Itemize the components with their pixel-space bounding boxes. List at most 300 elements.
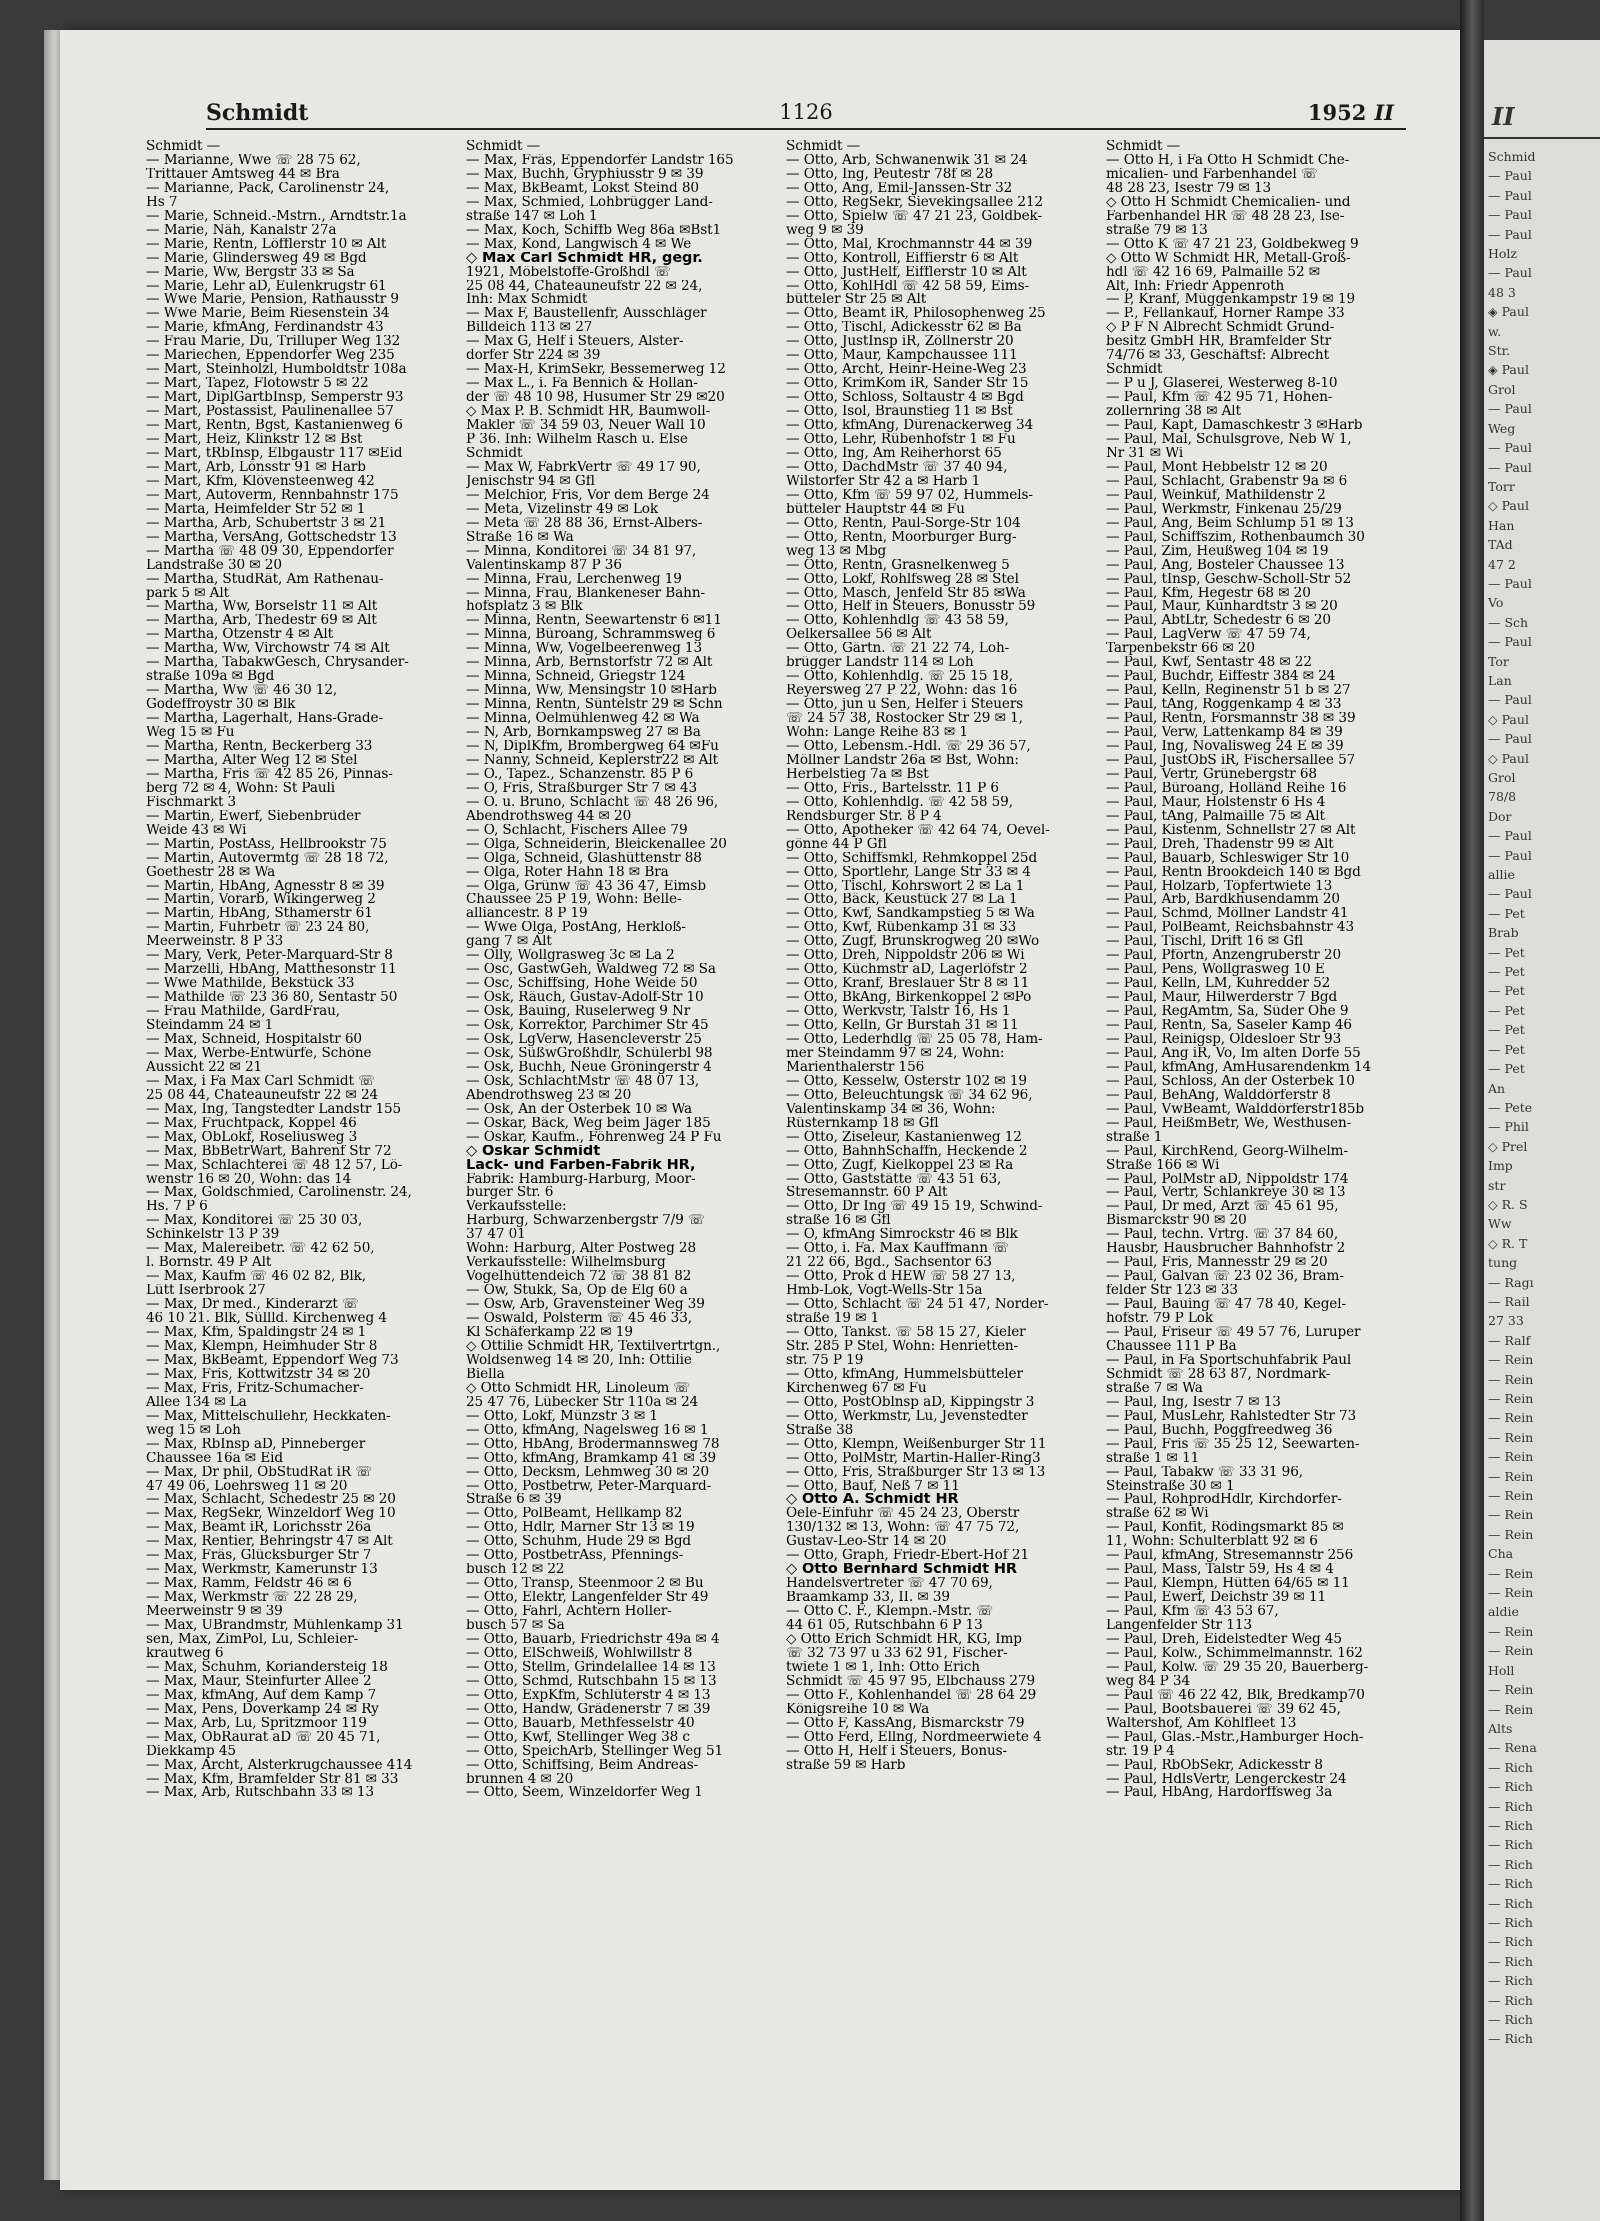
- directory-entry-line: — Otto, Beamt iR, Philosophenweg 25: [786, 307, 1046, 322]
- directory-entry-line: — Osk, Bauing, Ruselerweg 9 Nr: [466, 1005, 691, 1020]
- directory-entry-line: — Otto H, Helf i Steuers, Bonus-: [786, 1744, 1008, 1759]
- directory-entry-line: 47 49 06, Loehrsweg 11 ✉ 20: [146, 1479, 348, 1494]
- directory-entry-line: — Mary, Verk, Peter-Marquard-Str 8: [146, 949, 393, 964]
- adjacent-entry-line: TAd: [1488, 537, 1513, 553]
- directory-entry-line: Schmidt —: [466, 140, 541, 154]
- directory-entry-line: — Max, Pens, Doverkamp 24 ✉ Ry: [146, 1702, 379, 1717]
- directory-entry-line: — Ow, Stukk, Sa, Op de Elg 60 a: [466, 1284, 688, 1299]
- adjacent-entry-line: — Rein: [1488, 1410, 1534, 1426]
- directory-entry-line: — Paul, Weinküf, Mathildenstr 2: [1106, 488, 1326, 503]
- directory-entry-line: Wohn: Harburg, Alter Postweg 28: [466, 1242, 697, 1257]
- adjacent-entry-line: — Rich: [1488, 1914, 1533, 1930]
- directory-entry-line: — Mart, tRbInsp, Elbgaustr 117 ✉Eid: [146, 446, 403, 461]
- business-entry-heading: ◇ Oskar Schmidt: [466, 1144, 601, 1159]
- directory-entry-line: — Osc, Schiffsing, Hohe Weide 50: [466, 977, 698, 992]
- directory-entry-line: — Paul, LagVerw ☏ 47 59 74,: [1106, 628, 1311, 643]
- business-entry-heading: ◇ Otto Bernhard Schmidt HR: [786, 1563, 1017, 1578]
- directory-entry-line: bütteler Hauptstr 44 ✉ Fu: [786, 502, 965, 517]
- directory-entry-line: Alt, Inh: Friedr Appenroth: [1106, 279, 1285, 294]
- directory-entry-line: 25 08 44, Chateauneufstr 22 ✉ 24: [146, 1088, 379, 1103]
- directory-entry-line: — Max L., i. Fa Bennich & Hollan-: [466, 377, 698, 392]
- directory-entry-line: — Paul, Zim, Heußweg 104 ✉ 19: [1106, 544, 1329, 559]
- adjacent-entry-line: — Ralf: [1488, 1332, 1531, 1348]
- directory-entry-line: Fabrik: Hamburg-Harburg, Moor-: [466, 1172, 696, 1187]
- directory-column-1: [146, 140, 452, 1800]
- adjacent-entry-line: — Rich: [1488, 2012, 1533, 2027]
- directory-entry-line: — Paul, RbObSekr, Adickesstr 8: [1106, 1758, 1323, 1773]
- directory-entry-line: Hausbr, Hausbrucher Bahnhofstr 2: [1106, 1242, 1346, 1257]
- directory-entry-line: Schmidt: [466, 446, 523, 461]
- directory-entry-line: — Paul, Werkmstr, Finkenau 25/29: [1106, 502, 1342, 517]
- page-header: [206, 94, 1406, 130]
- directory-entry-line: 25 47 76, Lübecker Str 110a ✉ 24: [466, 1395, 699, 1410]
- directory-entry-line: — Otto, Dreh, Nippoldstr 206 ✉ Wi: [786, 949, 1025, 964]
- directory-entry-line: straße 16 ✉ Gfl: [786, 1214, 891, 1229]
- directory-entry-line: — Otto, Apotheker ☏ 42 64 74, Oevel-: [786, 823, 1050, 838]
- directory-entry-line: — Max, Werbe-Entwürfe, Schöne: [146, 1046, 372, 1061]
- directory-entry-line: — Martha, VersAng, Gottschedstr 13: [146, 530, 397, 545]
- directory-entry-line: besitz GmbH HR, Bramfelder Str: [1106, 335, 1332, 350]
- page-number: 1126: [779, 100, 833, 124]
- directory-entry-line: 11, Wohn: Schulterblatt 92 ✉ 6: [1106, 1535, 1318, 1550]
- directory-entry-line: straße 1 ✉ 11: [1106, 1451, 1200, 1466]
- directory-entry-line: — Otto, Mal, Krochmannstr 44 ✉ 39: [786, 237, 1033, 252]
- directory-entry-line: — Paul, Ewerf, Deichstr 39 ✉ 11: [1106, 1591, 1327, 1606]
- directory-entry-line: Inh: Max Schmidt: [466, 293, 588, 308]
- directory-entry-line: — Paul, Fris ☏ 35 25 12, Seewarten-: [1106, 1437, 1360, 1452]
- directory-entry-line: — Max, Kond, Langwisch 4 ✉ We: [466, 237, 692, 252]
- directory-entry-line: straße 79 ✉ 13: [1106, 223, 1208, 238]
- directory-entry-line: — Otto, Kohlenhdlg. ☏ 25 15 18,: [786, 670, 1013, 685]
- directory-entry-line: — Paul, Tabakw ☏ 33 31 96,: [1106, 1465, 1303, 1480]
- directory-entry-line: — Frau Mathilde, GardFrau,: [146, 1005, 341, 1020]
- directory-entry-line: Schmidt —: [146, 140, 221, 154]
- directory-entry-line: brunnen 4 ✉ 20: [466, 1772, 574, 1787]
- directory-entry-line: Oele-Einfuhr ☏ 45 24 23, Oberstr: [786, 1507, 1020, 1522]
- directory-entry-line: Langenfelder Str 113: [1106, 1619, 1252, 1633]
- directory-entry-line: — Otto, Schlacht ☏ 24 51 47, Norder-: [786, 1298, 1049, 1313]
- directory-entry-line: — Paul, HdlsVertr, Lengerckestr 24: [1106, 1772, 1347, 1787]
- directory-entry-line: — Otto, JustHelf, Eifflerstr 10 ✉ Alt: [786, 265, 1027, 280]
- directory-entry-line: — Otto, Lokf, Rohlfsweg 28 ✉ Stel: [786, 572, 1019, 587]
- directory-entry-line: — O., Tapez., Schanzenstr. 85 P 6: [466, 767, 694, 782]
- directory-entry-line: — Olga, Roter Hahn 18 ✉ Bra: [466, 865, 669, 880]
- directory-entry-line: — Mart, Autoverm, Rennbahnstr 175: [146, 488, 399, 503]
- directory-entry-line: — Otto, kfmAng, Nagelsweg 16 ✉ 1: [466, 1423, 709, 1438]
- adjacent-entry-line: — Paul: [1488, 265, 1532, 281]
- directory-entry-line: weg 13 ✉ Mbg: [786, 544, 887, 559]
- directory-entry-line: — Otto, Küchmstr aD, Lagerlöfstr 2: [786, 963, 1028, 978]
- directory-entry-line: — Paul, Dr med, Arzt ☏ 45 61 95,: [1106, 1200, 1339, 1215]
- directory-entry-line: — Max, Arb, Rutschbahn 33 ✉ 13: [146, 1786, 374, 1801]
- directory-entry-line: alliancestr. 8 P 19: [466, 907, 588, 922]
- directory-entry-line: — Marzelli, HbAng, Matthesonstr 11: [146, 963, 397, 978]
- book-gutter: [1460, 0, 1484, 2221]
- directory-entry-line: Lütt Iserbrook 27: [146, 1284, 266, 1299]
- directory-entry-line: — Otto, ElSchweiß, Wohlwillstr 8: [466, 1646, 693, 1661]
- directory-entry-line: — Otto, Kohlenhdlg ☏ 43 58 59,: [786, 614, 1009, 629]
- directory-entry-line: — Paul, Dreh, Thadenstr 99 ✉ Alt: [1106, 837, 1334, 852]
- directory-entry-line: — Max, Arb, Lu, Spritzmoor 119: [146, 1716, 367, 1731]
- adjacent-entry-line: — Rein: [1488, 1623, 1534, 1639]
- directory-entry-line: — Otto, Kwf, Sandkampstieg 5 ✉ Wa: [786, 907, 1035, 922]
- directory-entry-line: Möllner Landstr 26a ✉ Bst, Wohn:: [786, 753, 1019, 768]
- directory-entry-line: Landstraße 30 ✉ 20: [146, 558, 282, 573]
- directory-entry-line: — Olga, Grünw ☏ 43 36 47, Eimsb: [466, 879, 706, 894]
- directory-entry-line: — Paul, Rentn, Sa, Saseler Kamp 46: [1106, 1019, 1352, 1033]
- directory-entry-line: busch 12 ✉ 22: [466, 1563, 565, 1578]
- directory-entry-line: — Paul, HbAng, Hardorffsweg 3a: [1106, 1786, 1333, 1801]
- directory-entry-line: — Otto, Spielw ☏ 47 21 23, Goldbek-: [786, 209, 1042, 224]
- adjacent-entry-line: — Paul: [1488, 226, 1532, 242]
- adjacent-entry-line: — Pet: [1488, 983, 1525, 999]
- directory-entry-line: Herbelstieg 7a ✉ Bst: [786, 767, 929, 782]
- directory-entry-line: 130/132 ✉ 13, Wohn: ☏ 47 75 72,: [786, 1521, 1020, 1536]
- directory-entry-line: bütteler Str 25 ✉ Alt: [786, 293, 927, 308]
- directory-entry-line: — Otto, BkAng, Birkenkoppel 2 ✉Po: [786, 991, 1032, 1006]
- directory-entry-line: — Wwe Marie, Pension, Rathausstr 9: [146, 293, 399, 308]
- directory-entry-line: — Paul, Schiffszim, Rothenbaumch 30: [1106, 530, 1365, 545]
- directory-entry-line: Biella: [466, 1367, 505, 1382]
- adjacent-entry-line: — Rein: [1488, 1468, 1534, 1484]
- directory-entry-line: — Paul, Verw, Lattenkamp 84 ✉ 39: [1106, 726, 1343, 740]
- directory-entry-line: straße 59 ✉ Harb: [786, 1758, 906, 1773]
- adjacent-entry-line: ◇ R. S: [1488, 1196, 1528, 1212]
- directory-entry-line: P 36. Inh: Wilhelm Rasch u. Else: [466, 433, 688, 447]
- directory-entry-line: Waltershof, Am Köhlfleet 13: [1106, 1716, 1297, 1731]
- directory-entry-line: — Minna, Frau, Lerchenweg 19: [466, 572, 682, 587]
- directory-entry-line: — Otto, Lebensm.-Hdl. ☏ 29 36 57,: [786, 739, 1031, 754]
- directory-entry-line: — Otto, kfmAng, Hummelsbütteler: [786, 1367, 1023, 1382]
- directory-entry-line: Weg 15 ✉ Fu: [146, 726, 235, 740]
- adjacent-entry-line: — Paul: [1488, 187, 1532, 203]
- directory-entry-line: — O, Schlacht, Fischers Allee 79: [466, 823, 688, 838]
- directory-entry-line: Billdeich 113 ✉ 27: [466, 321, 593, 336]
- directory-entry-line: — Otto, Kesselw, Osterstr 102 ✉ 19: [786, 1074, 1027, 1089]
- directory-entry-line: — Max, Schuhm, Koriandersteig 18: [146, 1660, 388, 1675]
- directory-entry-line: — Max, BbBetrWart, Bahrenf Str 72: [146, 1144, 392, 1159]
- directory-entry-line: straße 1: [1106, 1130, 1163, 1145]
- directory-entry-line: Godeffroystr 30 ✉ Blk: [146, 698, 296, 713]
- directory-entry-line: gönne 44 P Gfl: [786, 837, 887, 852]
- directory-entry-line: — Otto, Tankst. ☏ 58 15 27, Kieler: [786, 1326, 1026, 1340]
- adjacent-entry-line: Holl: [1488, 1662, 1515, 1678]
- directory-entry-line: — Minna, Ww, Vogelbeerenweg 13: [466, 642, 703, 657]
- adjacent-entry-line: — Rein: [1488, 1488, 1534, 1504]
- directory-entry-line: — Osk, LgVerw, Hasencleverstr 25: [466, 1033, 702, 1047]
- directory-entry-line: — Osk, SüßwGroßhdlr, Schülerbl 98: [466, 1046, 713, 1061]
- directory-entry-line: — Paul, Buchh, Poggfreedweg 36: [1106, 1423, 1333, 1438]
- directory-entry-line: — Marianne, Pack, Carolinenstr 24,: [146, 181, 390, 196]
- directory-entry-line: Chaussee 16a ✉ Eid: [146, 1451, 283, 1466]
- directory-entry-line: sen, Max, ZimPol, Lu, Schleier-: [146, 1632, 359, 1647]
- adjacent-entry-line: — Rich: [1488, 1759, 1533, 1775]
- directory-entry-line: — Paul, Schlacht, Grabenstr 9a ✉ 6: [1106, 474, 1348, 489]
- directory-entry-line: — Paul, Friseur ☏ 49 57 76, Luruper: [1106, 1326, 1361, 1340]
- directory-entry-line: — Max, Malereibetr. ☏ 42 62 50,: [146, 1242, 375, 1257]
- directory-entry-line: — Paul, Maur, Holstenstr 6 Hs 4: [1106, 795, 1326, 810]
- adjacent-entry-line: — Paul: [1488, 207, 1532, 223]
- directory-entry-line: Allee 134 ✉ La: [146, 1395, 247, 1410]
- directory-entry-line: — Martin, HbAng, Agnesstr 8 ✉ 39: [146, 879, 385, 894]
- adjacent-entry-line: Imp: [1488, 1158, 1513, 1174]
- directory-entry-line: — Frau Marie, Du, Trilluper Weg 132: [146, 335, 401, 350]
- directory-entry-line: ◇ Otto H Schmidt Chemicalien- und: [1106, 195, 1351, 210]
- directory-entry-line: 21 22 66, Bgd., Sachsentor 63: [786, 1256, 992, 1271]
- directory-entry-line: Steinstraße 30 ✉ 1: [1106, 1479, 1235, 1494]
- directory-entry-line: — Max, Werkmstr, Kamerunstr 13: [146, 1563, 378, 1578]
- directory-entry-line: — Max, Klempn, Heimhuder Str 8: [146, 1339, 378, 1354]
- directory-entry-line: — Otto, Graph, Friedr-Ebert-Hof 21: [786, 1549, 1030, 1564]
- directory-entry-line: — Marie, Ww, Bergstr 33 ✉ Sa: [146, 265, 355, 280]
- directory-entry-line: Jenischstr 94 ✉ Gfl: [466, 474, 595, 489]
- directory-entry-line: — Otto C. F., Klempn.-Mstr. ☏: [786, 1605, 994, 1620]
- directory-entry-line: — Max, Ramm, Feldstr 46 ✉ 6: [146, 1577, 352, 1592]
- directory-entry-line: — Otto, kfmAng, Dürenackerweg 34: [786, 419, 1034, 434]
- directory-entry-line: 44 61 05, Rutschbahn 6 P 13: [786, 1619, 983, 1633]
- directory-entry-line: — Max, ObLokf, Roseliusweg 3: [146, 1130, 358, 1145]
- directory-entry-line: weg 15 ✉ Loh: [146, 1423, 241, 1438]
- directory-entry-line: — Mart, Heiz, Klinkstr 12 ✉ Bst: [146, 433, 363, 447]
- directory-entry-line: — Otto, Tischl, Adickesstr 62 ✉ Ba: [786, 321, 1022, 336]
- directory-entry-line: Schmidt: [1106, 363, 1163, 378]
- directory-entry-line: — Otto, Helf in Steuers, Bonusstr 59: [786, 600, 1036, 615]
- directory-entry-line: — Max, Archt, Alsterkrugchaussee 414: [146, 1758, 413, 1773]
- directory-entry-line: — Oswald, Polsterm ☏ 45 46 33,: [466, 1312, 692, 1327]
- directory-columns: [146, 140, 1416, 2140]
- directory-entry-line: — Max W, FabrkVertr ☏ 49 17 90,: [466, 460, 701, 475]
- directory-entry-line: — Max, Koch, Schiffb Weg 86a ✉Bst1: [466, 223, 722, 238]
- adjacent-entry-line: — Paul: [1488, 731, 1532, 747]
- directory-entry-line: — Otto, Tischl, Kohrswort 2 ✉ La 1: [786, 879, 1025, 894]
- adjacent-entry-line: — Rich: [1488, 1895, 1533, 1911]
- directory-entry-line: Bismarckstr 90 ✉ 20: [1106, 1214, 1247, 1229]
- directory-entry-line: — O, kfmAng Simrockstr 46 ✉ Blk: [786, 1228, 1018, 1243]
- directory-entry-line: — Otto, Sportlehr, Lange Str 33 ✉ 4: [786, 865, 1031, 880]
- directory-entry-line: ◇ Otto Schmidt HR, Linoleum ☏: [466, 1381, 691, 1396]
- directory-entry-line: — Max, UBrandmstr, Mühlenkamp 31: [146, 1619, 404, 1633]
- directory-entry-line: — Otto, Lokf, Münzstr 3 ✉ 1: [466, 1409, 658, 1424]
- directory-entry-line: — Max, Rentier, Behringstr 47 ✉ Alt: [146, 1535, 393, 1550]
- directory-entry-line: ◇ Ottilie Schmidt HR, Textilvertrtgn.,: [466, 1339, 721, 1354]
- directory-entry-line: — Otto, Gärtn. ☏ 21 22 74, Loh-: [786, 642, 1010, 657]
- directory-entry-line: — Max, Dr med., Kinderarzt ☏: [146, 1298, 359, 1313]
- adjacent-entry-line: — Paul: [1488, 401, 1532, 417]
- adjacent-entry-line: Lan: [1488, 672, 1512, 688]
- directory-entry-line: — Osk, Korrektor, Parchimer Str 45: [466, 1019, 709, 1033]
- directory-entry-line: — Otto, DachdMstr ☏ 37 40 94,: [786, 460, 1008, 475]
- directory-entry-line: — Martha, Ww ☏ 46 30 12,: [146, 684, 338, 699]
- directory-entry-line: — Otto, Masch, Jenfeld Str 85 ✉Wa: [786, 586, 1026, 601]
- directory-entry-line: — Otto, Kohlenhdlg. ☏ 42 58 59,: [786, 795, 1013, 810]
- directory-entry-line: — Mart, Kfm, Klövensteenweg 42: [146, 474, 375, 489]
- directory-entry-line: straße 19 ✉ 1: [786, 1312, 880, 1327]
- directory-entry-line: — Paul, Pens, Wollgrasweg 10 E: [1106, 963, 1325, 978]
- directory-entry-line: — Otto Ferd, Ellng, Nordmeerwiete 4: [786, 1730, 1042, 1745]
- directory-entry-line: — Olly, Wollgrasweg 3c ✉ La 2: [466, 949, 675, 964]
- directory-entry-line: — Otto, Schiffsmkl, Rehmkoppel 25d: [786, 851, 1038, 866]
- directory-entry-line: — Wwe Mathilde, Bekstück 33: [146, 977, 355, 992]
- adjacent-entry-line: ◇ Prel: [1488, 1138, 1528, 1154]
- directory-entry-line: — Paul, Konfit, Rödingsmarkt 85 ✉: [1106, 1521, 1344, 1536]
- directory-entry-line: micalien- und Farbenhandel ☏: [1106, 167, 1318, 182]
- directory-entry-line: — Mart, Rentn, Bgst, Kastanienweg 6: [146, 419, 403, 434]
- directory-entry-line: — Paul, RegAmtm, Sa, Süder Ohe 9: [1106, 1005, 1349, 1020]
- directory-entry-line: — Olga, Schneid, Glashüttenstr 88: [466, 851, 702, 866]
- directory-entry-line: Diekkamp 45: [146, 1744, 236, 1759]
- directory-entry-line: — Otto, Ing, Am Reiherhorst 65: [786, 446, 1002, 461]
- adjacent-entry-line: — Sch: [1488, 614, 1529, 630]
- directory-entry-line: Schmidt ☏ 28 63 87, Nordmark-: [1106, 1367, 1331, 1382]
- directory-entry-line: Kirchenweg 67 ✉ Fu: [786, 1381, 927, 1396]
- adjacent-entry-line: 48 3: [1488, 284, 1516, 300]
- directory-entry-line: burger Str. 6: [466, 1186, 554, 1201]
- adjacent-entry-line: Torr: [1488, 478, 1515, 494]
- directory-entry-line: — Otto, Kelln, Gr Burstah 31 ✉ 11: [786, 1019, 1019, 1033]
- directory-entry-line: — Otto, Schiffsing, Beim Andreas-: [466, 1758, 699, 1773]
- directory-entry-line: — Otto, Kontroll, Eiffierstr 6 ✉ Alt: [786, 251, 1019, 266]
- adjacent-entry-line: — Paul: [1488, 828, 1532, 844]
- directory-entry-line: — Marie, Rentn, Löfflerstr 10 ✉ Alt: [146, 237, 387, 252]
- directory-entry-line: — Marianne, Wwe ☏ 28 75 62,: [146, 153, 361, 168]
- directory-entry-line: — Paul, techn. Vrtrg. ☏ 37 84 60,: [1106, 1228, 1339, 1243]
- directory-entry-line: — Otto, Kwf, Stellinger Weg 38 c: [466, 1730, 690, 1745]
- directory-entry-line: — Otto, Bäck, Keustück 27 ✉ La 1: [786, 893, 1018, 908]
- directory-entry-line: — Martin, Fuhrbetr ☏ 23 24 80,: [146, 921, 370, 936]
- directory-entry-line: — Max, Konditorei ☏ 25 30 03,: [146, 1214, 363, 1229]
- directory-entry-line: Abendrothsweg 23 ✉ 20: [466, 1088, 632, 1103]
- directory-entry-line: Straße 6 ✉ 39: [466, 1493, 562, 1508]
- directory-entry-line: Makler ☏ 34 59 03, Neuer Wall 10: [466, 419, 706, 434]
- directory-entry-line: Wilstorfer Str 42 a ✉ Harb 1: [786, 474, 981, 489]
- directory-entry-line: der ☏ 48 10 98, Husumer Str 29 ✉20: [466, 391, 725, 406]
- directory-entry-line: — Otto, BahnhSchaffn, Heckende 2: [786, 1144, 1028, 1159]
- directory-entry-line: — N, DiplKfm, Brombergweg 64 ✉Fu: [466, 739, 719, 754]
- directory-entry-line: — Wwe Marie, Beim Riesenstein 34: [146, 307, 390, 322]
- directory-entry-line: — Otto, PostbetrAss, Pfennings-: [466, 1549, 684, 1564]
- directory-entry-line: Nr 31 ✉ Wi: [1106, 446, 1184, 461]
- directory-entry-line: Hs 7: [146, 195, 178, 210]
- directory-entry-line: krautweg 6: [146, 1646, 224, 1661]
- directory-entry-line: — Otto F, KassAng, Bismarckstr 79: [786, 1716, 1025, 1731]
- directory-entry-line: — Otto, Handw, Grädenerstr 7 ✉ 39: [466, 1702, 711, 1717]
- directory-column-4: [1106, 140, 1412, 1800]
- adjacent-entry-line: — Rich: [1488, 1992, 1533, 2008]
- directory-entry-line: — Otto, Werkvstr, Talstr 16, Hs 1: [786, 1005, 1011, 1020]
- directory-entry-line: — Otto, Fris., Bartelsstr. 11 P 6: [786, 781, 999, 796]
- adjacent-entry-line: — Rich: [1488, 2031, 1533, 2047]
- header-volume: II: [1374, 100, 1394, 125]
- directory-entry-line: ◇ Max P. B. Schmidt HR, Baumwoll-: [466, 405, 711, 420]
- directory-entry-line: Woldsenweg 14 ✉ 20, Inh: Ottilie: [466, 1353, 692, 1368]
- directory-entry-line: — Martha, Alter Weg 12 ✉ Stel: [146, 753, 358, 768]
- directory-entry-line: — Minna, Rentn, Süntelstr 29 ✉ Schn: [466, 698, 723, 713]
- directory-entry-line: — Otto, Gaststätte ☏ 43 51 63,: [786, 1172, 1002, 1187]
- adjacent-entry-line: — Pet: [1488, 964, 1525, 980]
- directory-entry-line: Straße 166 ✉ Wi: [1106, 1158, 1220, 1173]
- directory-entry-line: — Mart, Arb, Lönsstr 91 ✉ Harb: [146, 460, 366, 475]
- directory-entry-line: — Max F, Baustellenfr, Ausschläger: [466, 307, 707, 322]
- directory-entry-line: — Paul, Maur, Hilwerderstr 7 Bgd: [1106, 991, 1338, 1006]
- adjacent-entry-line: — Rich: [1488, 1856, 1533, 1872]
- directory-entry-line: Stresemannstr. 60 P Alt: [786, 1186, 948, 1201]
- directory-entry-line: Chaussee 111 P Ba: [1106, 1339, 1237, 1354]
- directory-entry-line: — Paul, Galvan ☏ 23 02 36, Bram-: [1106, 1270, 1344, 1285]
- directory-entry-line: — Paul, in Fa Sportschuhfabrik Paul: [1106, 1353, 1352, 1368]
- adjacent-entry-line: — Rich: [1488, 1837, 1533, 1853]
- adjacent-entry-line: — Rein: [1488, 1391, 1534, 1406]
- directory-entry-line: — Paul, Arb, Bardkhusendamm 20: [1106, 893, 1340, 908]
- directory-entry-line: — Otto, Seem, Winzeldorfer Weg 1: [466, 1786, 703, 1801]
- adjacent-entry-line: ◇ Paul: [1488, 711, 1529, 727]
- adjacent-entry-line: — Rich: [1488, 1953, 1533, 1969]
- adjacent-entry-line: — Paul: [1488, 440, 1532, 456]
- directory-entry-line: — Max, ObRaurat aD ☏ 20 45 71,: [146, 1730, 381, 1745]
- directory-entry-line: — Paul, Vertr, Grünebergstr 68: [1106, 767, 1317, 782]
- directory-entry-line: — Otto, Ing, Peutestr 78f ✉ 28: [786, 167, 994, 182]
- adjacent-entry-line: — Rail: [1488, 1293, 1530, 1309]
- directory-entry-line: — Paul, Kfm ☏ 43 53 67,: [1106, 1605, 1279, 1620]
- directory-entry-line: — Paul, tAng, Roggenkamp 4 ✉ 33: [1106, 698, 1342, 713]
- adjacent-entry-line: — Rein: [1488, 1449, 1534, 1465]
- directory-entry-line: Oelkersallee 56 ✉ Alt: [786, 628, 932, 643]
- directory-entry-line: — Max, Mittelschullehr, Heckkaten-: [146, 1409, 391, 1424]
- directory-entry-line: — Otto, Schmd, Rutschbahn 15 ✉ 13: [466, 1674, 717, 1689]
- directory-entry-line: Goethestr 28 ✉ Wa: [146, 865, 276, 880]
- adjacent-entry-line: Dor: [1488, 808, 1512, 824]
- adjacent-entry-line: — Rich: [1488, 1973, 1533, 1989]
- directory-entry-line: ◇ P F N Albrecht Schmidt Grund-: [1106, 321, 1335, 336]
- adjacent-entry-line: 27 33: [1488, 1313, 1524, 1329]
- business-entry-heading: Lack- und Farben-Fabrik HR,: [466, 1158, 696, 1173]
- adjacent-entry-line: — Paul: [1488, 692, 1532, 708]
- adjacent-entry-line: — Rich: [1488, 1934, 1533, 1950]
- directory-entry-line: — Otto, KrimKom iR, Sander Str 15: [786, 377, 1029, 392]
- directory-entry-line: berg 72 ✉ 4, Wohn: St Pauli: [146, 781, 336, 796]
- adjacent-entry-line: — Rein: [1488, 1371, 1534, 1387]
- adjacent-entry-line: Grol: [1488, 381, 1516, 397]
- directory-entry-line: — Otto H, i Fa Otto H Schmidt Che-: [1106, 153, 1350, 168]
- directory-entry-line: — Paul, Holzarb, Töpfertwiete 13: [1106, 879, 1333, 894]
- adjacent-entry-line: 47 2: [1488, 556, 1516, 572]
- directory-entry-line: — Oskar, Kaufm., Föhrenweg 24 P Fu: [466, 1130, 722, 1145]
- directory-entry-line: — Paul, Bauing ☏ 47 78 40, Kegel-: [1106, 1298, 1346, 1313]
- directory-entry-line: Wohn: Lange Reihe 83 ✉ 1: [786, 726, 968, 740]
- directory-entry-line: — Paul, JustObS iR, Fischersallee 57: [1106, 753, 1356, 768]
- directory-entry-line: 25 08 44, Chateauneufstr 22 ✉ 24,: [466, 279, 703, 294]
- directory-entry-line: — Martha, Otzenstr 4 ✉ Alt: [146, 628, 333, 643]
- directory-entry-line: — Otto, Rentn, Moorburger Burg-: [786, 530, 1017, 545]
- directory-entry-line: — Max, Fris, Kottwitzstr 34 ✉ 20: [146, 1367, 371, 1382]
- adjacent-entry-line: — Pet: [1488, 1061, 1525, 1077]
- directory-entry-line: — Otto, Isol, Braunstieg 11 ✉ Bst: [786, 405, 1013, 420]
- directory-entry-line: — Otto, Kwf, Rübenkamp 31 ✉ 33: [786, 921, 1017, 936]
- adjacent-entry-line: — Pet: [1488, 1041, 1525, 1057]
- adjacent-entry-line: — Pet: [1488, 944, 1525, 960]
- directory-entry-line: — Paul, Kolw., Schimmelmannstr. 162: [1106, 1646, 1363, 1661]
- directory-entry-line: — Meta, Vizelinstr 49 ✉ Lok: [466, 502, 659, 517]
- directory-entry-line: — Otto, i. Fa. Max Kauffmann ☏: [786, 1242, 1009, 1257]
- directory-entry-line: — Otto, Schuhm, Hude 29 ✉ Bgd: [466, 1535, 692, 1550]
- directory-entry-line: Schmidt ☏ 45 97 95, Elbchauss 279: [786, 1674, 1036, 1689]
- adjacent-entry-line: — Rein: [1488, 1643, 1534, 1659]
- directory-entry-line: — Max, Fräs, Eppendorfer Landstr 165: [466, 153, 734, 168]
- directory-entry-line: — Mathilde ☏ 23 36 80, Sentastr 50: [146, 991, 398, 1006]
- adjacent-entry-line: — Rein: [1488, 1701, 1534, 1717]
- directory-entry-line: — Paul, Schloss, An der Osterbek 10: [1106, 1074, 1355, 1089]
- directory-entry-line: — Max, Fräs, Glücksburger Str 7: [146, 1549, 372, 1564]
- adjacent-entry-line: — Pete: [1488, 1099, 1533, 1115]
